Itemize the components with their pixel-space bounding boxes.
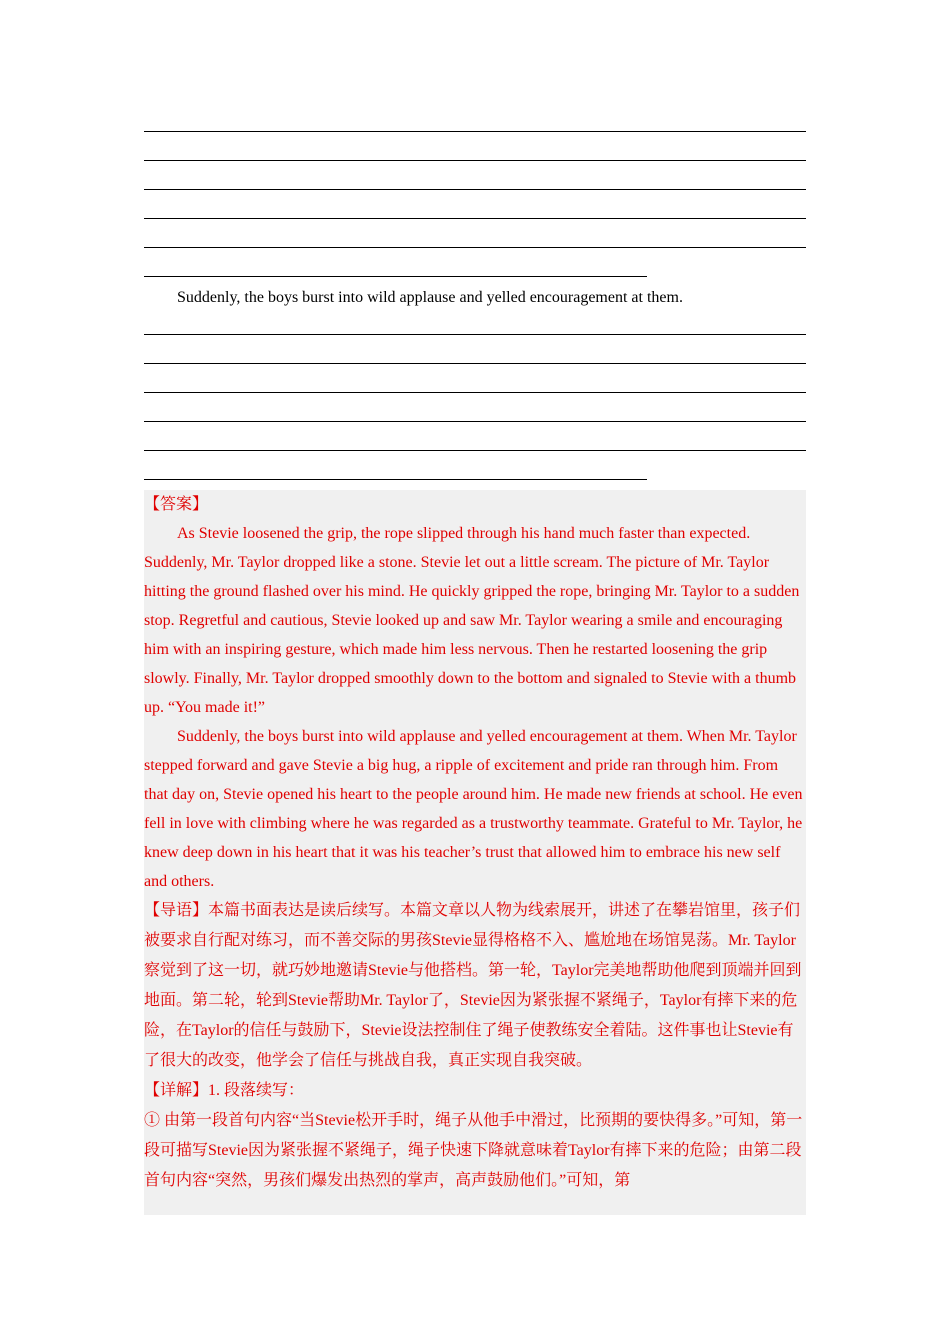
answer-section [144, 490, 806, 1215]
guide-paragraph [144, 896, 806, 1076]
paragraph-prompt: Suddenly, the boys burst into wild applause and yelled encouragement at them. [177, 289, 683, 306]
writing-line[interactable] [144, 450, 806, 451]
writing-line[interactable] [144, 421, 806, 422]
writing-line[interactable] [144, 218, 806, 219]
writing-line[interactable] [144, 189, 806, 190]
writing-line[interactable] [144, 131, 806, 132]
writing-line-short[interactable] [144, 276, 647, 277]
guide-text: 本篇书面表达是读后续写。本篇文章以人物为线索展开，讲述了在攀岩馆里，孩子们被要求自行配对练习，而不善交际的男孩Stevie显得格格不入、尴尬地在场馆晃荡。Mr. Taylor察觉到了这一切，就巧妙地邀请Stevie与他搭档。第一轮，Taylor完美地帮助他爬到顶端并回到地面。第二轮，轮到Stevie帮助Mr. Taylor了，Stevie因为紧张握不紧绳子，Taylor有摔下来的危险，在Taylor的信任与鼓励下，Stevie设法控制住了绳子使教练安全着陆。这件事也让Stevie有了很大的改变，他学会了信任与挑战自我，真正实现自我突破。 [144, 902, 802, 1069]
answer-paragraph-2: Suddenly, the boys burst into wild applause and yelled encouragement at them. When Mr. Taylor stepped forward and gave Stevie a big hug, a ripple of excitement and pride ran through him. From that day on, Stevie opened his heart to the people around him. He made new friends at school. He even fell in love with climbing where he was regarded as a trustworthy teammate. Grateful to Mr. Taylor, he knew deep down in his heart that it was his teacher’s trust that allowed him to embrace his new self and others. [144, 728, 803, 890]
writing-line[interactable] [144, 392, 806, 393]
detail-paragraph: ① 由第一段首句内容“当Stevie松开手时，绳子从他手中滑过，比预期的要快得多。”可知，第一段可描写Stevie因为紧张握不紧绳子，绳子快速下降就意味着Taylor有摔下来的危险；由第二段首句内容“突然，男孩们爆发出热烈的掌声，高声鼓励他们。”可知，第 [144, 1112, 803, 1189]
answer-label: 【答案】 [144, 496, 209, 513]
detail-subheading: 1. 段落续写： [208, 1082, 305, 1099]
writing-line[interactable] [144, 247, 806, 248]
writing-line[interactable] [144, 160, 806, 161]
writing-line[interactable] [144, 363, 806, 364]
detail-label: 【详解】 [144, 1082, 209, 1099]
detail-heading [144, 1076, 806, 1106]
answer-paragraph-1: As Stevie loosened the grip, the rope slipped through his hand much faster than expected. Suddenly, Mr. Taylor dropped like a stone. Stevie let out a little scream. The picture of Mr. Taylor hitting the ground flashed over his mind. He quickly gripped the rope, bringing Mr. Taylor to a sudden stop. Regretful and cautious, Stevie looked up and saw Mr. Taylor wearing a smile and encouraging him with an inspiring gesture, which made him less nervous. Then he restarted loosening the grip slowly. Finally, Mr. Taylor dropped smoothly down to the bottom and signaled to Stevie with a thumb up. “You made it!” [144, 525, 800, 716]
writing-line-short[interactable] [144, 479, 647, 480]
guide-label: 【导语】 [144, 902, 209, 919]
writing-line[interactable] [144, 334, 806, 335]
